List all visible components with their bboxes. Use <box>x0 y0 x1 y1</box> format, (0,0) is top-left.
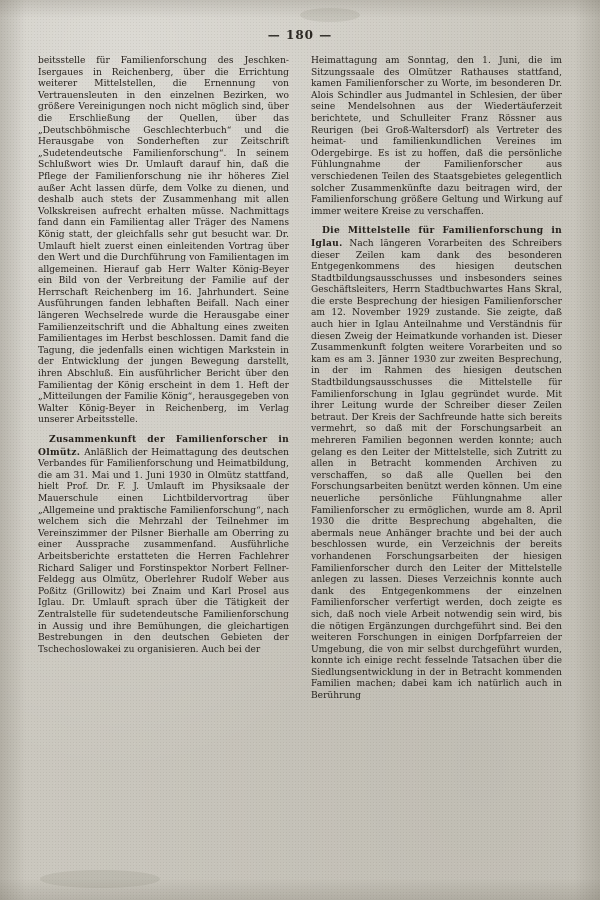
column-right <box>311 56 562 876</box>
paragraph: beitsstelle für Familienforschung des Jeschken-Isergaues in Reichenberg, über die Errichtung weiterer Mittelstellen, die Ernennung von Vertrauensleuten in den einzelnen Bezirken, wo größere Vereinigungen noch nicht möglich sind, über die Erschließung der Quellen, über das „Deutschböhmische Geschlechterbuch“ und die Herausgabe von Sonderheften zur Zeitschrift „Sudetendeutsche Familienforschung“. In seinem Schlußwort wies Dr. Umlauft darauf hin, daß die Pflege der Familienforschung nie ihr höheres Ziel außer Acht lassen dürfe, dem Volke zu dienen, und deshalb auch stets der Zusammenhang mit allen Volkskreisen aufrecht erhalten müsse. Nachmittags fand dann ein Familientag aller Träger des Namens König statt, der gleichfalls sehr gut besucht war. Dr. Umlauft hielt zuerst einen einleitenden Vortrag über den Wert und die Durchführung von Familientagen im allgemeinen. Hierauf gab Herr Walter König-Beyer ein Bild von der Verbreitung der Familie auf der Herrschaft Reichenberg im 16. Jahrhundert. Seine Ausführungen fanden lebhaften Beifall. Nach einer längeren Wechselrede wurde die Herausgabe einer Familienzeitschrift und die Abhaltung eines zweiten Familientages im Herbst beschlossen. Damit fand die Tagung, die jedenfalls einen wichtigen Markstein in der Entwicklung der jungen Bewegung darstellt, ihren Abschluß. Ein ausführlicher Bericht über den Familientag der König erscheint in dem 1. Heft der „Mitteilungen der Familie König“, herausgegeben von Walter König-Beyer in Reichenberg, im Verlag unserer Arbeitsstelle. <box>38 56 289 426</box>
page-edge-shadow-left <box>0 0 26 900</box>
ink-blotch <box>300 8 360 22</box>
section-heading: Die Mittelstelle für Familienforschung in Iglau. <box>311 225 562 249</box>
text-body <box>38 56 562 876</box>
page-edge-shadow-right <box>574 0 600 900</box>
column-left <box>38 56 289 876</box>
section-heading: Zusammenkunft der Familienforscher in Olmütz. <box>38 434 289 458</box>
paragraph-text: Nach längeren Vorarbeiten des Schreibers dieser Zeilen kam dank des besonderen Entgegenkommens des hiesigen deutschen Stadtbildungsausschusses und insbesonders seines Geschäftsleiters, Herrn Stadtbuchwartes Hans Skral, die erste Besprechung der hiesigen Familienforscher am 12. November 1929 zustande. Sie zeigte, daß auch hier in Iglau Anteilnahme und Verständnis für diesen Zweig der Heimatkunde vorhanden ist. Dieser Zusammenkunft folgten weitere Vorarbeiten und so kam es am 3. Jänner 1930 zur zweiten Besprechung, in der im Rahmen des hiesigen deutschen Stadtbildungsausschusses die Mittelstelle für Familienforschung in Iglau gegründet wurde. Mit ihrer Leitung wurde der Schreiber dieser Zeilen betraut. Der Kreis der Sachfreunde hatte sich bereits vermehrt, so daß mit der Forschungsarbeit an mehreren Familien begonnen werden konnte; auch gelang es den Leiter der Mittelstelle, sich Zutritt zu allen in Betracht kommenden Archiven zu verschaffen, so daß alle Quellen bei den Forschungsarbeiten benützt werden können. Um eine neuerliche persönliche Fühlungnahme aller Familienforscher zu ermöglichen, wurde am 8. April 1930 die dritte Besprechung abgehalten, die abermals neue Anhänger brachte und bei der auch beschlossen wurde, ein Verzeichnis der bereits vorhandenen Forschungsarbeiten der hiesigen Familienforscher durch den Leiter der Mittelstelle anlegen zu lassen. Dieses Verzeichnis konnte auch dank des Entgegenkommens der einzelnen Familienforscher verfertigt werden, doch zeigte es sich, daß noch viele Arbeit notwendig sein wird, bis die nötigen Ergänzungen durchgeführt sind. Bei den weiteren Forschungen in einigen Dorfpfarreien der Umgebung, die von mir selbst durchgeführt wurden, konnte ich einige recht fesselnde Tatsachen über die Siedlungsentwicklung in der in Betracht kommenden Familien machen; dabei kam ich natürlich auch in Berührung <box>311 238 562 702</box>
page-edge-shadow-bottom <box>0 878 600 900</box>
paragraph-spacer <box>311 218 562 225</box>
paragraph-with-heading <box>311 225 562 702</box>
paragraph-spacer <box>38 427 289 434</box>
page-edge-shadow-top <box>0 0 600 18</box>
page-number: — 180 — <box>267 28 333 42</box>
paragraph: Heimattagung am Sonntag, den 1. Juni, die im Sitzungssaale des Olmützer Rathauses stattfand, kamen Familienforscher zu Worte, im besonderen Dr. Alois Schindler aus Judmantel in Schlesien, der über seine Mendelsohnen aus der Wiedertäuferzeit berichtete, und Schulleiter Franz Rössner aus Reurigen (bei Groß-Waltersdorf) als Vertreter des heimat- und familienkundlichen Vereines im Odergebirge. Es ist zu hoffen, daß die persönliche Fühlungnahme der Familienforscher aus verschiedenen Teilen des Staatsgebietes gelegentlich solcher Zusammenkünfte dazu beitragen wird, der Familienforschung größere Geltung und Wirkung auf immer weitere Kreise zu verschaffen. <box>311 56 562 217</box>
paragraph-with-heading <box>38 434 289 656</box>
paragraph-text: Anläßlich der Heimattagung des deutschen Verbandes für Familienforschung und Heimatbildung, die am 31. Mai und 1. Juni 1930 in Olmütz stattfand, hielt Prof. Dr. F. J. Umlauft im Physiksaale der Mauerschule einen Lichtbildervortrag über „Allgemeine und praktische Familienforschung“, nach welchem sich die Mehrzahl der Teilnehmer im Vereinszimmer der Pilsner Bierhalle am Oberring zu einer Aussprache zusammenfand. Ausführliche Arbeitsberichte erstatteten die Herren Fachlehrer Richard Saliger und Forstinspektor Norbert Fellner-Feldegg aus Olmütz, Oberlehrer Rudolf Weber aus Poßitz (Grillowitz) bei Znaim und Karl Prosel aus Iglau. Dr. Umlauft sprach über die Tätigkeit der Zentralstelle für sudetendeutsche Familienforschung in Aussig und ihre Bemühungen, die gleichartigen Bestrebungen in den deutschen Gebieten der Tschechoslowakei zu organisieren. Auch bei der <box>38 447 289 655</box>
